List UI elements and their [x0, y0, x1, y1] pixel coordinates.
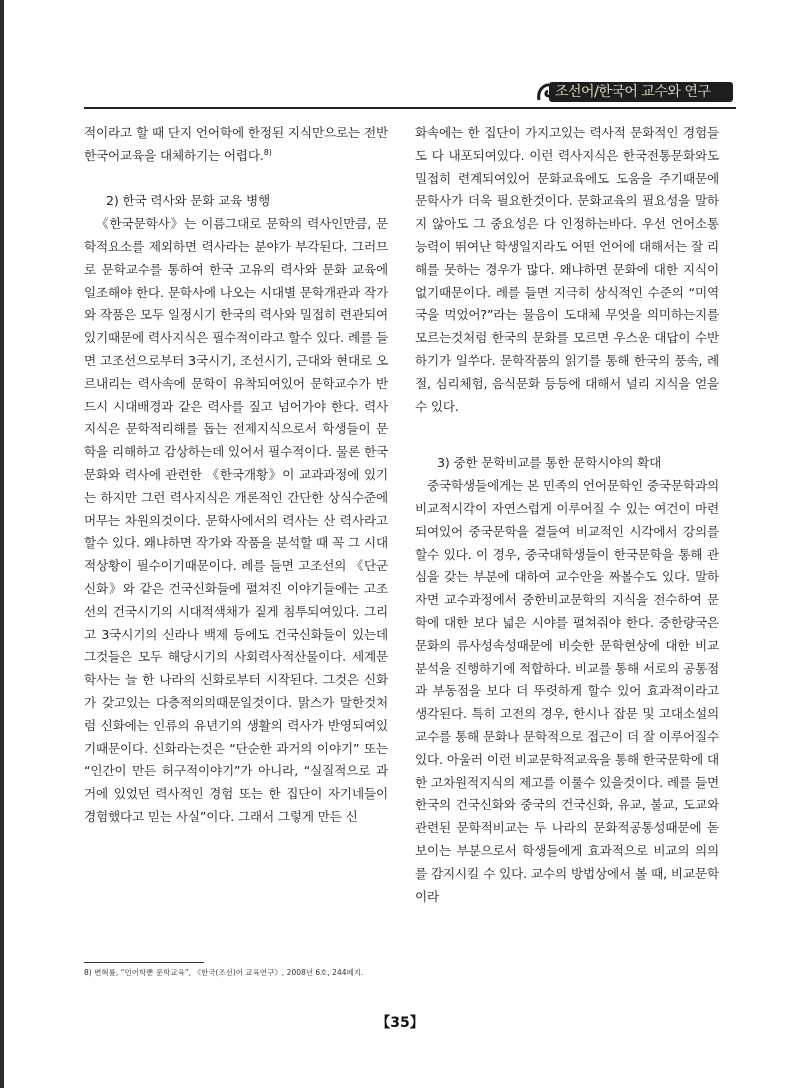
left-column — [84, 122, 388, 829]
paragraph-text: 적이라고 할 때 단지 언어학에 한정된 지식만으로는 전반 한국어교육을 대체하기는 어렵다. — [84, 125, 388, 163]
right-column — [415, 122, 719, 908]
section-heading: 3) 중한 문학비교를 통한 문학시야의 확대 — [437, 455, 662, 471]
page-left-edge — [0, 0, 4, 1088]
paragraph: 《한국문학사》는 이름그대로 문학의 력사인만큼, 문학적요소를 제외하면 력사라는 분야가 부각된다. 그러므로 문학교수를 통하여 한국 고유의 력사와 문화 교육에 일조해야 한다. 문학사에 나오는 시대별 문학개관과 작가와 작품은 모두 일정시기 한국의 력사와 밀접히 련관되여있기때문에 력사지식은 필수적이라고 할수 있다. 례를 들면 고조선으로부터 3국시기, 조선시기, 근대와 현대로 오르내리는 력사속에 문학이 유착되여있어 문학교수가 반드시 시대배경과 같은 력사를 짚고 넘어가야 한다. 력사지식은 문학적리해를 돕는 전제지식으로서 학생들이 문학을 리해하고 감상하는데 있어서 필수적이다. 물론 한국 문화와 력사에 관련한 《한국개황》이 교과과정에 있기는 하지만 그런 력사지식은 개론적인 간단한 상식수준에 머무는 차원의것이다. 문학사에서의 력사는 산 력사라고 할수 있다. 왜냐하면 작가와 작품을 분석할 때 꼭 그 시대적상황이 필수이기때문이다. 례를 들면 고조선의 《단군신화》와 같은 건국신화들에 펼쳐진 이야기들에는 고조선의 건국시기의 시대적색채가 짙게 침투되여있다. 그리고 3국시기의 신라나 백제 등에도 건국신화들이 있는데 그것들은 모두 해당시기의 사회력사적산물이다. 세계문학사는 늘 한 나라의 신화로부터 시작된다. 그것은 신화가 갖고있는 다층적의의때문일것이다. 맑스가 말한것처럼 신화에는 인류의 유년기의 생활의 력사가 반영되여있기때문이다. 신화라는것은 “단순한 과거의 이야기” 또는 “인간이 만든 허구적이야기”가 아니라, “실질적으로 과거에 있었던 력사적인 경험 또는 한 집단이 자기네들이 경험했다고 믿는 사실”이다. 그래서 그렇게 만든 신 — [84, 216, 388, 824]
paragraph — [84, 122, 388, 168]
footnote: 8) 변혁률, “언어학뿐 문학교육”, 《한국(조선)어 교육연구》, 2008년 6호, 244페지. — [84, 968, 364, 977]
page-number: 【35】 — [376, 1015, 424, 1031]
header-rule — [84, 107, 736, 109]
paragraph: 중국학생들에게는 본 민족의 언어문학인 중국문학과의 비교적시각이 자연스럽게 이루어질 수 있는 여건이 마련되여있어 중국문학을 곁들여 비교적인 시각에서 강의를 할수 있다. 이 경우, 중국대학생들이 한국문학을 통해 관심을 갖는 부분에 대하여 교수안을 짜볼수도 있다. 말하자면 교수과정에서 중한비교문학의 지식을 전수하여 문학에 대한 보다 넓은 시야를 펼쳐줘야 한다. 중한량국은 문화의 류사성속성때문에 비슷한 문학현상에 대한 비교분석을 진행하기에 적합하다. 비교를 통해 서로의 공통점과 부동점을 보다 더 뚜렷하게 할수 있어 효과적이라고 생각된다. 특히 고전의 경우, 한시나 잡문 및 고대소설의 교수를 통해 문화나 문학적으로 접근이 더 잘 이루어질수 있다. 아울러 이런 비교문학적교육을 통해 한국문학에 대한 고차원적지식의 제고를 이룰수 있을것이다. 례를 들면 한국의 건국신화와 중국의 건국신화, 유교, 불교, 도교와 관련된 문학적비교는 두 나라의 문화적공통성때문에 돋보이는 부분으로서 학생들에게 효과적으로 비교의 의의를 감지시킬 수 있다. 교수의 방법상에서 볼 때, 비교문학이라 — [415, 478, 719, 904]
paragraph: 화속에는 한 집단이 가지고있는 력사적 문화적인 경험들도 다 내포되여있다. 이런 력사지식은 한국전통문화와도 밀접히 련계되여있어 문화교육에도 도움을 주기때문에 문학사가 더욱 필요한것이다. 문화교육의 필요성을 말하지 않아도 그 중요성은 다 인정하는바다. 우선 언어소통능력이 뛰여난 학생일지라도 어떤 언어에 대해서는 잘 리해를 못하는 경우가 많다. 왜냐하면 문화에 대한 지식이 없기때문이다. 례를 들면 지극히 상식적인 수준의 “미역국을 먹었어?”라는 물음이 도대체 무엇을 의미하는지를 모르는것처럼 한국의 문화를 모르면 우스운 대답이 수반하기가 일쑤다. 문학작품의 읽기를 통해 한국의 풍속, 례절, 심리체험, 음식문화 등등에 대해서 널리 지식을 얻을수 있다. — [415, 125, 719, 414]
footnote-rule — [84, 962, 204, 963]
running-header — [535, 74, 735, 108]
footnote-ref: 8) — [263, 147, 272, 157]
header-title: 조선어/한국어 교수와 연구 — [549, 82, 733, 102]
section-heading: 2) 한국 력사와 문화 교육 병행 — [106, 193, 271, 209]
